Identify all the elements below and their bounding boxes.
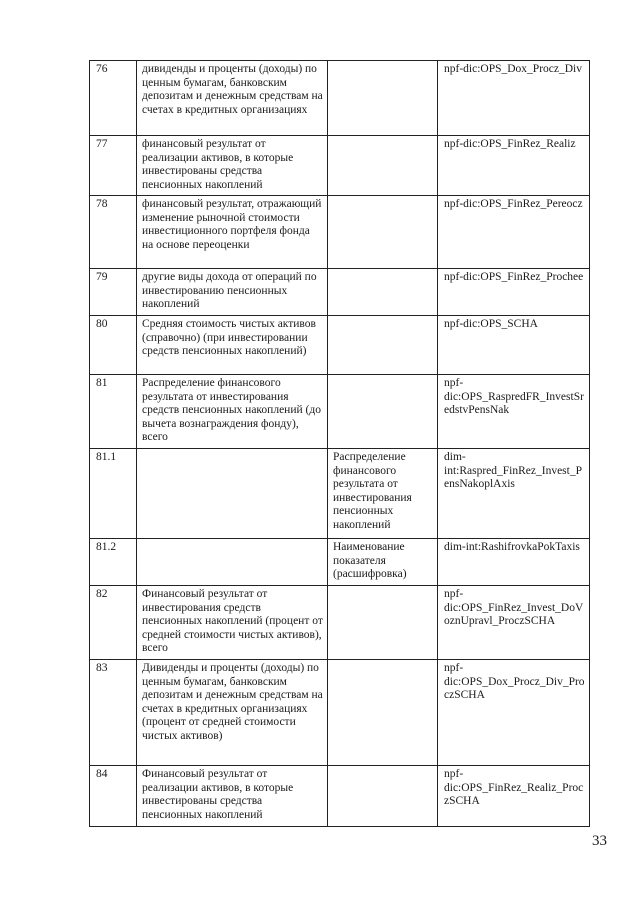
row-number: 81 <box>90 375 137 449</box>
dimension-name <box>328 766 438 827</box>
dimension-name <box>328 269 438 316</box>
table-row <box>90 539 590 586</box>
element-code: npf-dic:OPS_Dox_Procz_Div_ProczSCHA <box>438 660 590 766</box>
indicator-name: Средняя стоимость чистых активов (справочно) (при инвестировании средств пенсионных накоплений) <box>137 316 328 375</box>
dimension-name <box>328 375 438 449</box>
dimension-name: Распределение финансового результата от инвестирования пенсионных накоплений <box>328 449 438 539</box>
row-number: 83 <box>90 660 137 766</box>
indicator-name: Финансовый результат от реализации активов, в которые инвестированы средства пенсионных накоплений <box>137 766 328 827</box>
indicator-name: дивиденды и проценты (доходы) по ценным бумагам, банковским депозитам и денежным средствам на счетах в кредитных организациях <box>137 61 328 136</box>
row-number: 79 <box>90 269 137 316</box>
element-code: npf-dic:OPS_FinRez_Pereocz <box>438 196 590 269</box>
row-number: 78 <box>90 196 137 269</box>
row-number: 77 <box>90 136 137 196</box>
table-row <box>90 766 590 827</box>
table-row <box>90 196 590 269</box>
element-code: npf-dic:OPS_FinRez_Realiz <box>438 136 590 196</box>
element-code: dim-int:RashifrovkaPokTaxis <box>438 539 590 586</box>
row-number: 81.2 <box>90 539 137 586</box>
table-row <box>90 269 590 316</box>
table-row <box>90 375 590 449</box>
element-code: npf-dic:OPS_Dox_Procz_Div <box>438 61 590 136</box>
dimension-name <box>328 61 438 136</box>
row-number: 81.1 <box>90 449 137 539</box>
table-row <box>90 660 590 766</box>
dimension-name <box>328 136 438 196</box>
row-number: 84 <box>90 766 137 827</box>
table-row <box>90 61 590 136</box>
table-row <box>90 586 590 660</box>
indicator-name: финансовый результат, отражающий изменение рыночной стоимости инвестиционного портфеля фонда на основе переоценки <box>137 196 328 269</box>
element-code: npf-dic:OPS_SCHA <box>438 316 590 375</box>
element-code: npf-dic:OPS_FinRez_Invest_DoVoznUpravl_ProczSCHA <box>438 586 590 660</box>
indicators-table <box>89 60 590 827</box>
row-number: 80 <box>90 316 137 375</box>
dimension-name <box>328 316 438 375</box>
table-row <box>90 136 590 196</box>
row-number: 76 <box>90 61 137 136</box>
indicator-name: Дивиденды и проценты (доходы) по ценным бумагам, банковским депозитам и денежным средствам на счетах в кредитных организациях (процент от средней стоимости чистых активов) <box>137 660 328 766</box>
indicator-name: Финансовый результат от инвестирования средств пенсионных накоплений (процент от средней стоимости чистых активов), всего <box>137 586 328 660</box>
element-code: npf-dic:OPS_RaspredFR_InvestSredstvPensNak <box>438 375 590 449</box>
page-number: 33 <box>592 833 607 849</box>
indicator-name: Распределение финансового результата от инвестирования средств пенсионных накоплений (до вычета вознаграждения фонду), всего <box>137 375 328 449</box>
table-row <box>90 449 590 539</box>
row-number: 82 <box>90 586 137 660</box>
element-code: npf-dic:OPS_FinRez_Realiz_ProczSCHA <box>438 766 590 827</box>
element-code: npf-dic:OPS_FinRez_Prochee <box>438 269 590 316</box>
indicator-name: другие виды дохода от операций по инвестированию пенсионных накоплений <box>137 269 328 316</box>
dimension-name: Наименование показателя (расшифровка) <box>328 539 438 586</box>
dimension-name <box>328 196 438 269</box>
table-row <box>90 316 590 375</box>
element-code: dim-int:Raspred_FinRez_Invest_PensNakoplAxis <box>438 449 590 539</box>
dimension-name <box>328 660 438 766</box>
indicator-name <box>137 539 328 586</box>
indicator-name <box>137 449 328 539</box>
indicator-name: финансовый результат от реализации активов, в которые инвестированы средства пенсионных накоплений <box>137 136 328 196</box>
dimension-name <box>328 586 438 660</box>
